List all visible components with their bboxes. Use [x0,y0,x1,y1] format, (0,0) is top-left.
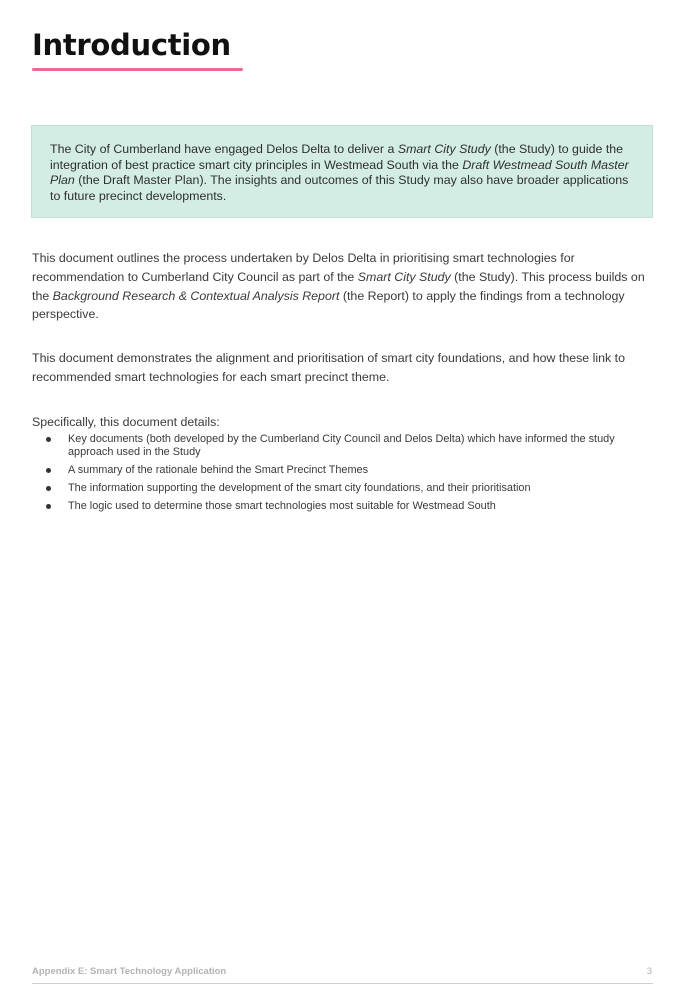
paragraph-process: This document outlines the process undertaken by Delos Delta in prioritising smart technologies for recommendation to Cumberland City Council as part of the Smart City Study (the Study). This process builds on the Background Research & Contextual Analysis Report (the Report) to apply the findings from a technology perspective. [32,251,645,322]
footer-document-title: Appendix E: Smart Technology Application [32,966,227,977]
para-italic-report: Background Research & Contextual Analysis Report [52,288,340,303]
bullet-icon [46,486,51,491]
para-italic-study: Smart City Study [357,269,451,284]
paragraph-specifically: Specifically, this document details: [32,415,220,429]
callout-italic-study: Smart City Study [397,142,491,156]
list-item: The information supporting the development of the smart city foundations, and their prioritisation [32,482,654,495]
bullet-icon [46,437,51,442]
callout-italic-master-plan: Draft Westmead South Master Plan [50,157,629,187]
details-bullet-list [32,433,654,518]
footer-page-number: 3 [646,966,652,977]
paragraph-alignment: This document demonstrates the alignment and prioritisation of smart city foundations, and how these link to recommended smart technologies for each smart precinct theme. [32,351,626,384]
footer-divider [32,983,653,984]
list-item: The logic used to determine those smart technologies most suitable for Westmead South [32,500,654,513]
callout-text: The City of Cumberland have engaged Delos Delta to deliver a Smart City Study (the Study) to guide the integration of best practice smart city principles in Westmead South via the Draft Westmead South Master Plan (the Draft Master Plan). The insights and outcomes of this Study may also have broader applications to future precinct developments. [50,142,629,203]
title-underline [32,68,243,71]
intro-callout-box [31,125,653,218]
bullet-icon [46,468,51,473]
bullet-icon [46,504,51,509]
list-item: A summary of the rationale behind the Smart Precinct Themes [32,464,654,477]
list-item: Key documents (both developed by the Cumberland City Council and Delos Delta) which have informed the study approach used in the Study [32,433,654,459]
page-title: Introduction [32,28,231,62]
